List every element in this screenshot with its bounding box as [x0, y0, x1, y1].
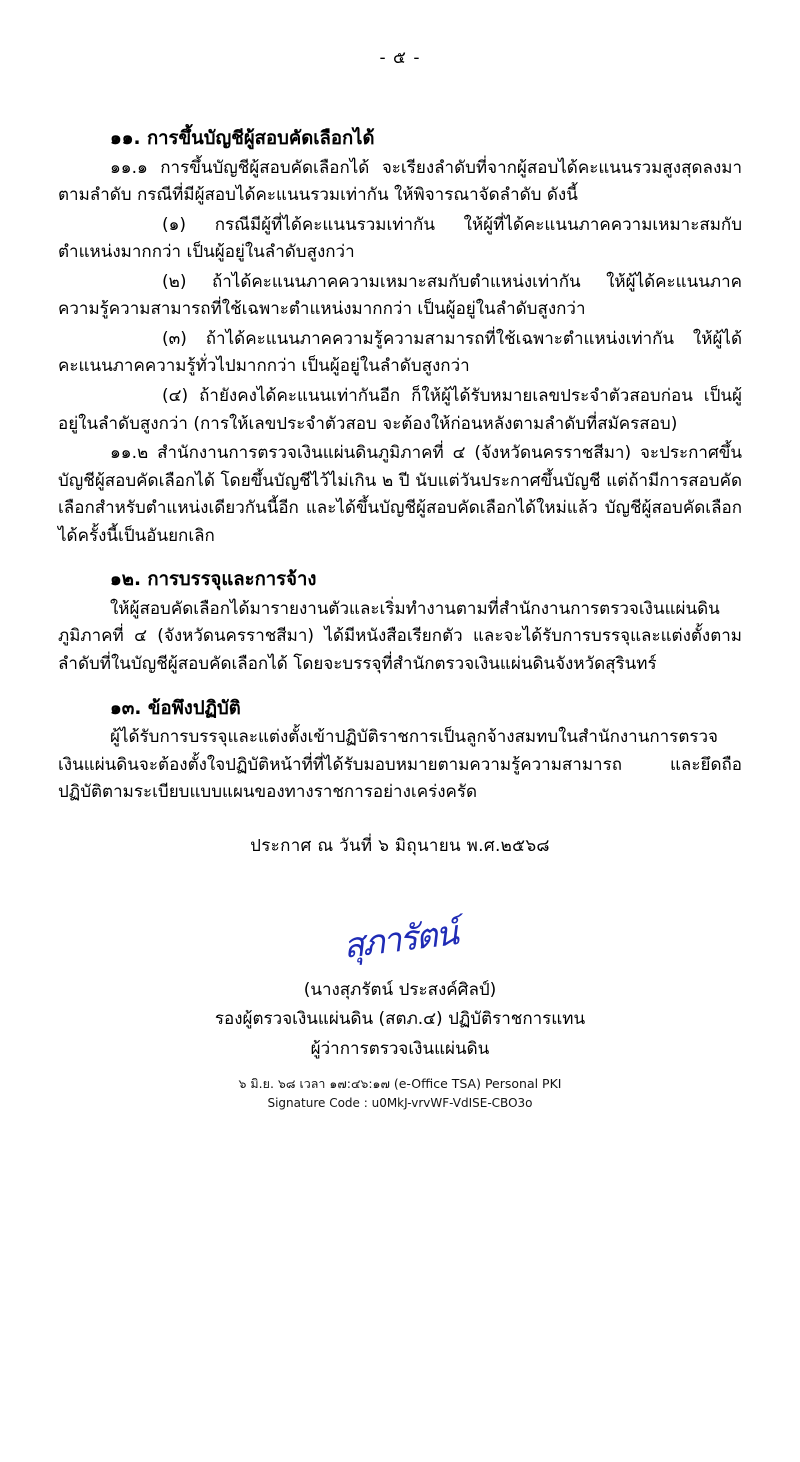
- section-heading-11: ๑๑. การขึ้นบัญชีผู้สอบคัดเลือกได้: [110, 128, 375, 149]
- paragraph-11-1: ๑๑.๑ การขึ้นบัญชีผู้สอบคัดเลือกได้ จะเรียงลำดับที่จากผู้สอบได้คะแนนรวมสูงสุดลงมาตามลำดับ กรณีที่มีผู้สอบได้คะแนนรวมเท่ากัน ให้พิจารณาจัดลำดับ ดังนี้: [58, 157, 742, 206]
- document-body: [58, 125, 742, 1114]
- paragraph-12-body: ให้ผู้สอบคัดเลือกได้มารายงานตัวและเริ่มทำงานตามที่สำนักงานการตรวจเงินแผ่นดินภูมิภาคที่ ๔ (จังหวัดนครราชสีมา) ได้มีหนังสือเรียกตัว และจะได้รับการบรรจุและแต่งตั้งตามลำดับที่ในบัญชีผู้สอบคัดเลือกได้ โดยจะบรรจุที่สำนักตรวจเงินแผ่นดินจังหวัดสุรินทร์: [58, 598, 742, 674]
- announcement-date: ประกาศ ณ วันที่ ๖ มิถุนายน พ.ศ.๒๕๖๘: [250, 835, 550, 856]
- handwritten-signature-icon: สุภารัตน์: [341, 913, 460, 967]
- signer-position-line-2: ผู้ว่าการตรวจเงินแผ่นดิน: [310, 1038, 490, 1059]
- page-number: - ๕ -: [379, 48, 421, 68]
- paragraph-11-1-item-2: (๒) ถ้าได้คะแนนภาคความเหมาะสมกับตำแหน่งเท่ากัน ให้ผู้ได้คะแนนภาคความรู้ความสามารถที่ใช้เฉพาะตำแหน่งมากกว่า เป็นผู้อยู่ในลำดับสูงกว่า: [58, 271, 742, 320]
- signer-position-line-1: รองผู้ตรวจเงินแผ่นดิน (สตภ.๔) ปฏิบัติราชการแทน: [214, 1009, 586, 1030]
- signer-block: [58, 976, 742, 1064]
- signature-area: [58, 912, 742, 976]
- pki-timestamp: ๖ มิ.ย. ๖๘ เวลา ๑๗:๔๖:๑๗ (e-Office TSA) Personal PKI: [238, 1075, 562, 1091]
- digital-signature-info: [58, 1074, 742, 1114]
- paragraph-11-1-item-1: (๑) กรณีมีผู้ที่ได้คะแนนรวมเท่ากัน ให้ผู้ที่ได้คะแนนภาคความเหมาะสมกับตำแหน่งมากกว่า เป็นผู้อยู่ในลำดับสูงกว่า: [58, 214, 742, 263]
- paragraph-11-1-item-3: (๓) ถ้าได้คะแนนภาคความรู้ความสามารถที่ใช้เฉพาะตำแหน่งเท่ากัน ให้ผู้ได้คะแนนภาคความรู้ทั่วไปมากกว่า เป็นผู้อยู่ในลำดับสูงกว่า: [58, 328, 742, 377]
- section-heading-12: ๑๒. การบรรจุและการจ้าง: [110, 569, 317, 591]
- section-heading-13: ๑๓. ข้อพึงปฏิบัติ: [110, 697, 241, 719]
- paragraph-13-body: ผู้ได้รับการบรรจุและแต่งตั้งเข้าปฏิบัติราชการเป็นลูกจ้างสมทบในสำนักงานการตรวจเงินแผ่นดินจะต้องตั้งใจปฏิบัติหน้าที่ที่ได้รับมอบหมายตามความรู้ความสามารถ และยึดถือปฏิบัติตามระเบียบแบบแผนของทางราชการอย่างเคร่งครัด: [58, 727, 742, 803]
- pki-signature-code: Signature Code : u0MkJ-vrvWF-VdISE-CBO3o: [267, 1096, 533, 1111]
- paragraph-11-1-item-4: (๔) ถ้ายังคงได้คะแนนเท่ากันอีก ก็ให้ผู้ได้รับหมายเลขประจำตัวสอบก่อน เป็นผู้อยู่ในลำดับสูงกว่า (การให้เลขประจำตัวสอบ จะต้องให้ก่อนหลังตามลำดับที่สมัครสอบ): [58, 386, 742, 434]
- paragraph-11-2: ๑๑.๒ สำนักงานการตรวจเงินแผ่นดินภูมิภาคที่ ๔ (จังหวัดนครราชสีมา) จะประกาศขึ้นบัญชีผู้สอบคัดเลือกได้ โดยขึ้นบัญชีไว้ไม่เกิน ๒ ปี นับแต่วันประกาศขึ้นบัญชี แต่ถ้ามีการสอบคัดเลือกสำหรับตำแหน่งเดียวกันนี้อีก และได้ขึ้นบัญชีผู้สอบคัดเลือกได้ใหม่แล้ว บัญชีผู้สอบคัดเลือกได้ครั้งนี้เป็นอันยกเลิก: [58, 443, 742, 546]
- signer-name: (นางสุภรัตน์ ประสงค์ศิลป์): [303, 980, 497, 1001]
